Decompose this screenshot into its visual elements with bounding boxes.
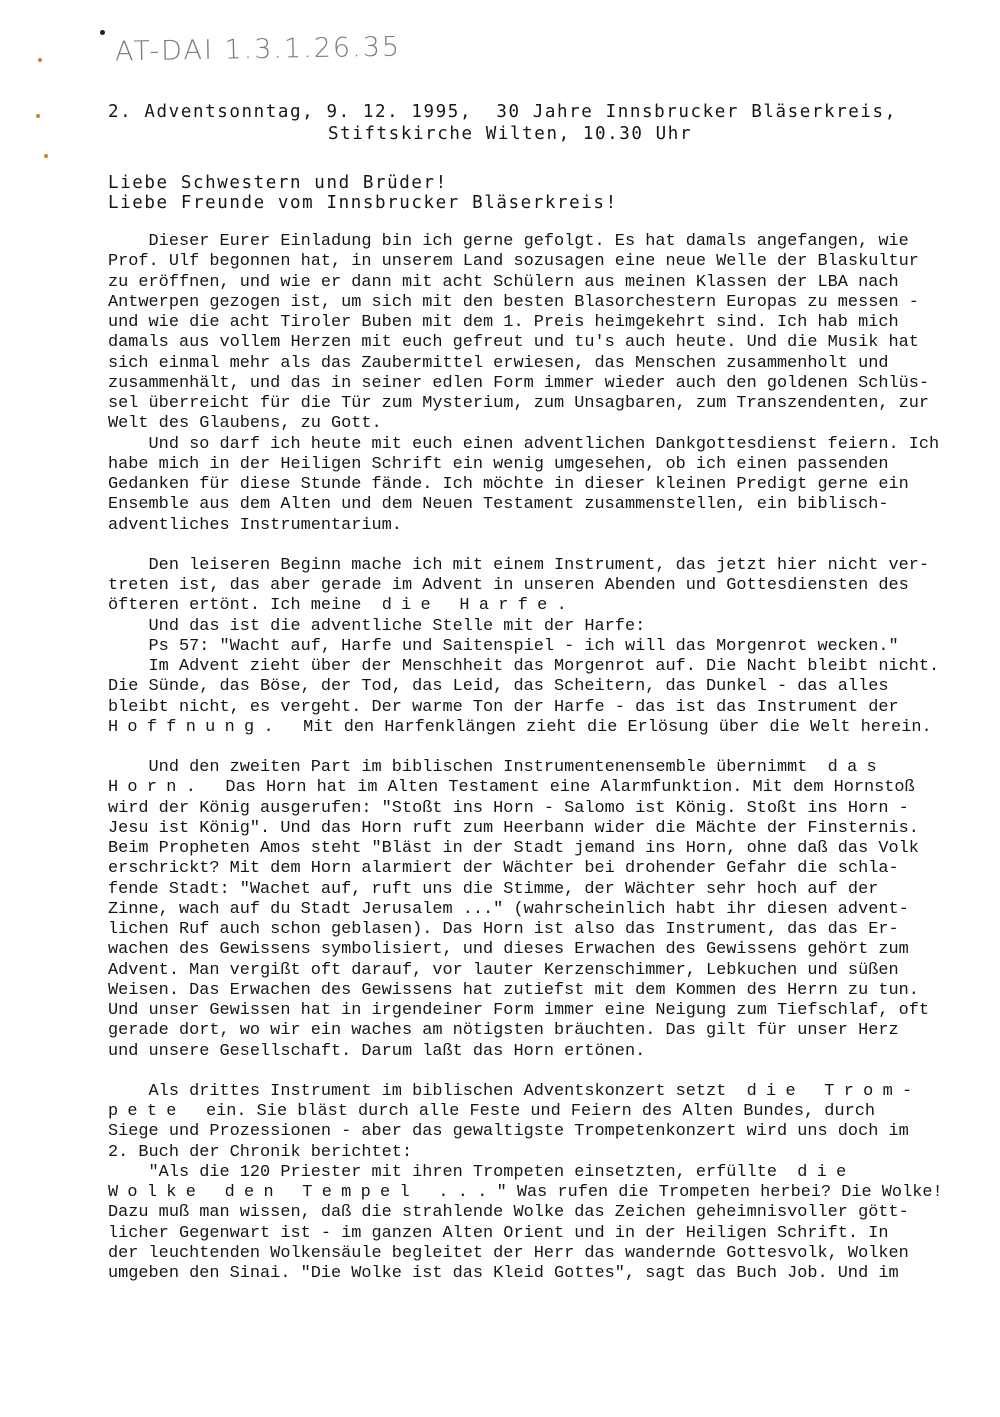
text-line: sich einmal mehr als das Zaubermittel erwiesen, das Menschen zusammenholt und — [108, 353, 889, 373]
text-line: fende Stadt: "Wachet auf, ruft uns die Stimme, der Wächter sehr hoch auf der — [108, 879, 879, 899]
text-line: Und unser Gewissen hat in irgendeiner Form immer eine Neigung zum Tiefschlaf, oft — [108, 1001, 930, 1020]
text-line: Jesu ist König". Und das Horn ruft zum Heerbann wider die Mächte der Finsternis. — [108, 818, 919, 838]
text-line: Dazu muß man wissen, daß die strahlende Wolke das Zeichen geheimnisvoller gött- — [108, 1203, 909, 1223]
text-line: wird der König ausgerufen: "Stoßt ins Horn - Salomo ist König. Stoßt ins Horn - — [108, 798, 909, 818]
emphasized-word: pete — [108, 1102, 186, 1121]
text-line: Beim Propheten Amos steht "Bläst in der Stadt jemand ins Horn, ohne daß das Volk — [108, 839, 919, 858]
text-line: Ensemble aus dem Alten und dem Neuen Testament zusammenstellen, ein biblisch- — [108, 495, 889, 515]
text-line: 2. Buch der Chronik berichtet: — [108, 1142, 413, 1162]
emphasized-word: Horn. — [108, 778, 206, 798]
text-line: Siege und Prozessionen - aber das gewaltigste Trompetenkonzert wird uns doch im — [108, 1122, 909, 1142]
text-line: und unsere Gesellschaft. Darum laßt das Horn ertönen. — [108, 1041, 646, 1061]
text-line: damals aus vollem Herzen mit euch gefreut und tu's auch heute. Und die Musik hat — [108, 333, 919, 353]
text-line: Im Advent zieht über der Menschheit das Morgenrot auf. Die Nacht bleibt nicht. — [108, 657, 940, 676]
text-line: Und so darf ich heute mit euch einen adventlichen Dankgottesdienst feiern. Ich — [108, 434, 940, 454]
text-line: Antwerpen gezogen ist, um sich mit den besten Blasorchestern Europas zu messen - — [108, 292, 919, 312]
text-line: zusammenhält, und das in seiner edlen Form immer wieder auch den goldenen Schlüs- — [108, 373, 930, 393]
text-line: Wolke den Tempel ..." Was rufen die Trompeten herbei? Die Wolke! — [108, 1183, 943, 1202]
text-line: Weisen. Das Erwachen des Gewissens hat zutiefst mit dem Kommen des Herrn zu tun. — [108, 980, 919, 1000]
text-line: Ps 57: "Wacht auf, Harfe und Saitenspiel - ich will das Morgenrot wecken." — [108, 636, 899, 656]
text-line: bleibt nicht, es vergeht. Der warme Ton der Harfe - das ist das Instrument der — [108, 697, 899, 717]
text-line: licher Gegenwart ist - im ganzen Alten Orient und in der Heiligen Schrift. In — [108, 1223, 889, 1243]
greeting-line-1: Liebe Schwestern und Brüder! — [108, 173, 448, 193]
text-line: sel überreicht für die Tür zum Mysterium, zum Unsagbaren, zum Transzendenten, zur — [108, 394, 930, 413]
header-line-1: 2. Adventsonntag, 9. 12. 1995, 30 Jahre Innsbrucker Bläserkreis, — [108, 102, 897, 122]
emphasized-word: die — [797, 1162, 856, 1182]
emphasized-word: die Harfe. — [381, 596, 576, 616]
text-line: umgeben den Sinai. "Die Wolke ist das Kleid Gottes", sagt das Buch Job. Und im — [108, 1264, 899, 1283]
text-line: Advent. Man vergißt oft darauf, vor lauter Kerzenschimmer, Lebkuchen und süßen — [108, 960, 899, 980]
text-line: Die Sünde, das Böse, der Tod, das Leid, das Scheitern, das Dunkel - das alles — [108, 677, 889, 697]
text-line: Horn. Das Horn hat im Alten Testament eine Alarmfunktion. Mit dem Hornstoß — [108, 778, 915, 798]
text-line: Als drittes Instrument im biblischen Adventskonzert setzt die Trom- — [108, 1081, 922, 1101]
text-line: wachen des Gewissens symbolisiert, und dieses Erwachen des Gewissens gehört zum — [108, 940, 909, 960]
header-line-2: Stiftskirche Wilten, 10.30 Uhr — [328, 124, 693, 144]
text-line: lichen Ruf auch schon geblasen). Das Horn ist also das Instrument, das das Er- — [108, 920, 899, 939]
text-line: Den leiseren Beginn mache ich mit einem Instrument, das jetzt hier nicht ver- — [108, 555, 930, 575]
text-line: Gedanken für diese Stunde fände. Ich möchte in dieser kleinen Predigt gerne ein — [108, 475, 909, 494]
margin-mark — [44, 154, 48, 158]
emphasized-word: Hoffnung. — [108, 717, 283, 737]
text-line: Prof. Ulf begonnen hat, in unserem Land sozusagen eine neue Welle der Blaskultur — [108, 252, 919, 272]
text-line: öfteren ertönt. Ich meine die Harfe. — [108, 596, 576, 616]
greeting-line-2: Liebe Freunde vom Innsbrucker Bläserkreis! — [108, 193, 618, 213]
margin-mark — [38, 58, 42, 62]
text-line: erschrickt? Mit dem Horn alarmiert der Wächter bei drohender Gefahr die schla- — [108, 859, 899, 879]
text-line: adventliches Instrumentarium. — [108, 515, 402, 535]
text-line: "Als die 120 Priester mit ihren Trompeten einsetzten, erfüllte die — [108, 1162, 856, 1182]
text-line: habe mich in der Heiligen Schrift ein wenig umgesehen, ob ich einen passenden — [108, 454, 889, 474]
text-line: pete ein. Sie bläst durch alle Feste und Feiern des Alten Bundes, durch — [108, 1102, 875, 1121]
emphasized-word: die Trom- — [746, 1081, 922, 1101]
text-line: Dieser Eurer Einladung bin ich gerne gefolgt. Es hat damals angefangen, wie — [108, 232, 909, 251]
emphasized-word: Wolke den Tempel ... — [108, 1183, 497, 1202]
text-line: treten ist, das aber gerade im Advent in unseren Abenden und Gottesdiensten des — [108, 576, 909, 595]
text-line: gerade dort, wo wir ein waches am nötigsten bräuchten. Das gilt für unser Herz — [108, 1021, 899, 1041]
text-line: Und den zweiten Part im biblischen Instrumentenensemble übernimmt das — [108, 758, 886, 777]
text-line: der leuchtenden Wolkensäule begleitet der Herr das wandernde Gottesvolk, Wolken — [108, 1243, 909, 1263]
emphasized-word: das — [827, 758, 886, 777]
text-line: und wie die acht Tiroler Buben mit dem 1. Preis heimgekehrt sind. Ich hab mich — [108, 313, 899, 332]
text-line: Zinne, wach auf du Stadt Jerusalem ..." (wahrscheinlich habt ihr diesen advent- — [108, 899, 909, 919]
text-line: zu eröffnen, und wie er dann mit acht Schülern aus meinen Klassen der LBA nach — [108, 272, 899, 292]
text-line: Und das ist die adventliche Stelle mit der Harfe: — [108, 616, 646, 636]
text-line: Hoffnung. Mit den Harfenklängen zieht die Erlösung über die Welt herein. — [108, 717, 932, 737]
scan-mark-dot — [100, 30, 105, 35]
text-line: Welt des Glaubens, zu Gott. — [108, 414, 382, 434]
archive-signature: AT-DAI 1.3.1.26.35 — [114, 31, 402, 68]
margin-mark — [36, 114, 40, 118]
